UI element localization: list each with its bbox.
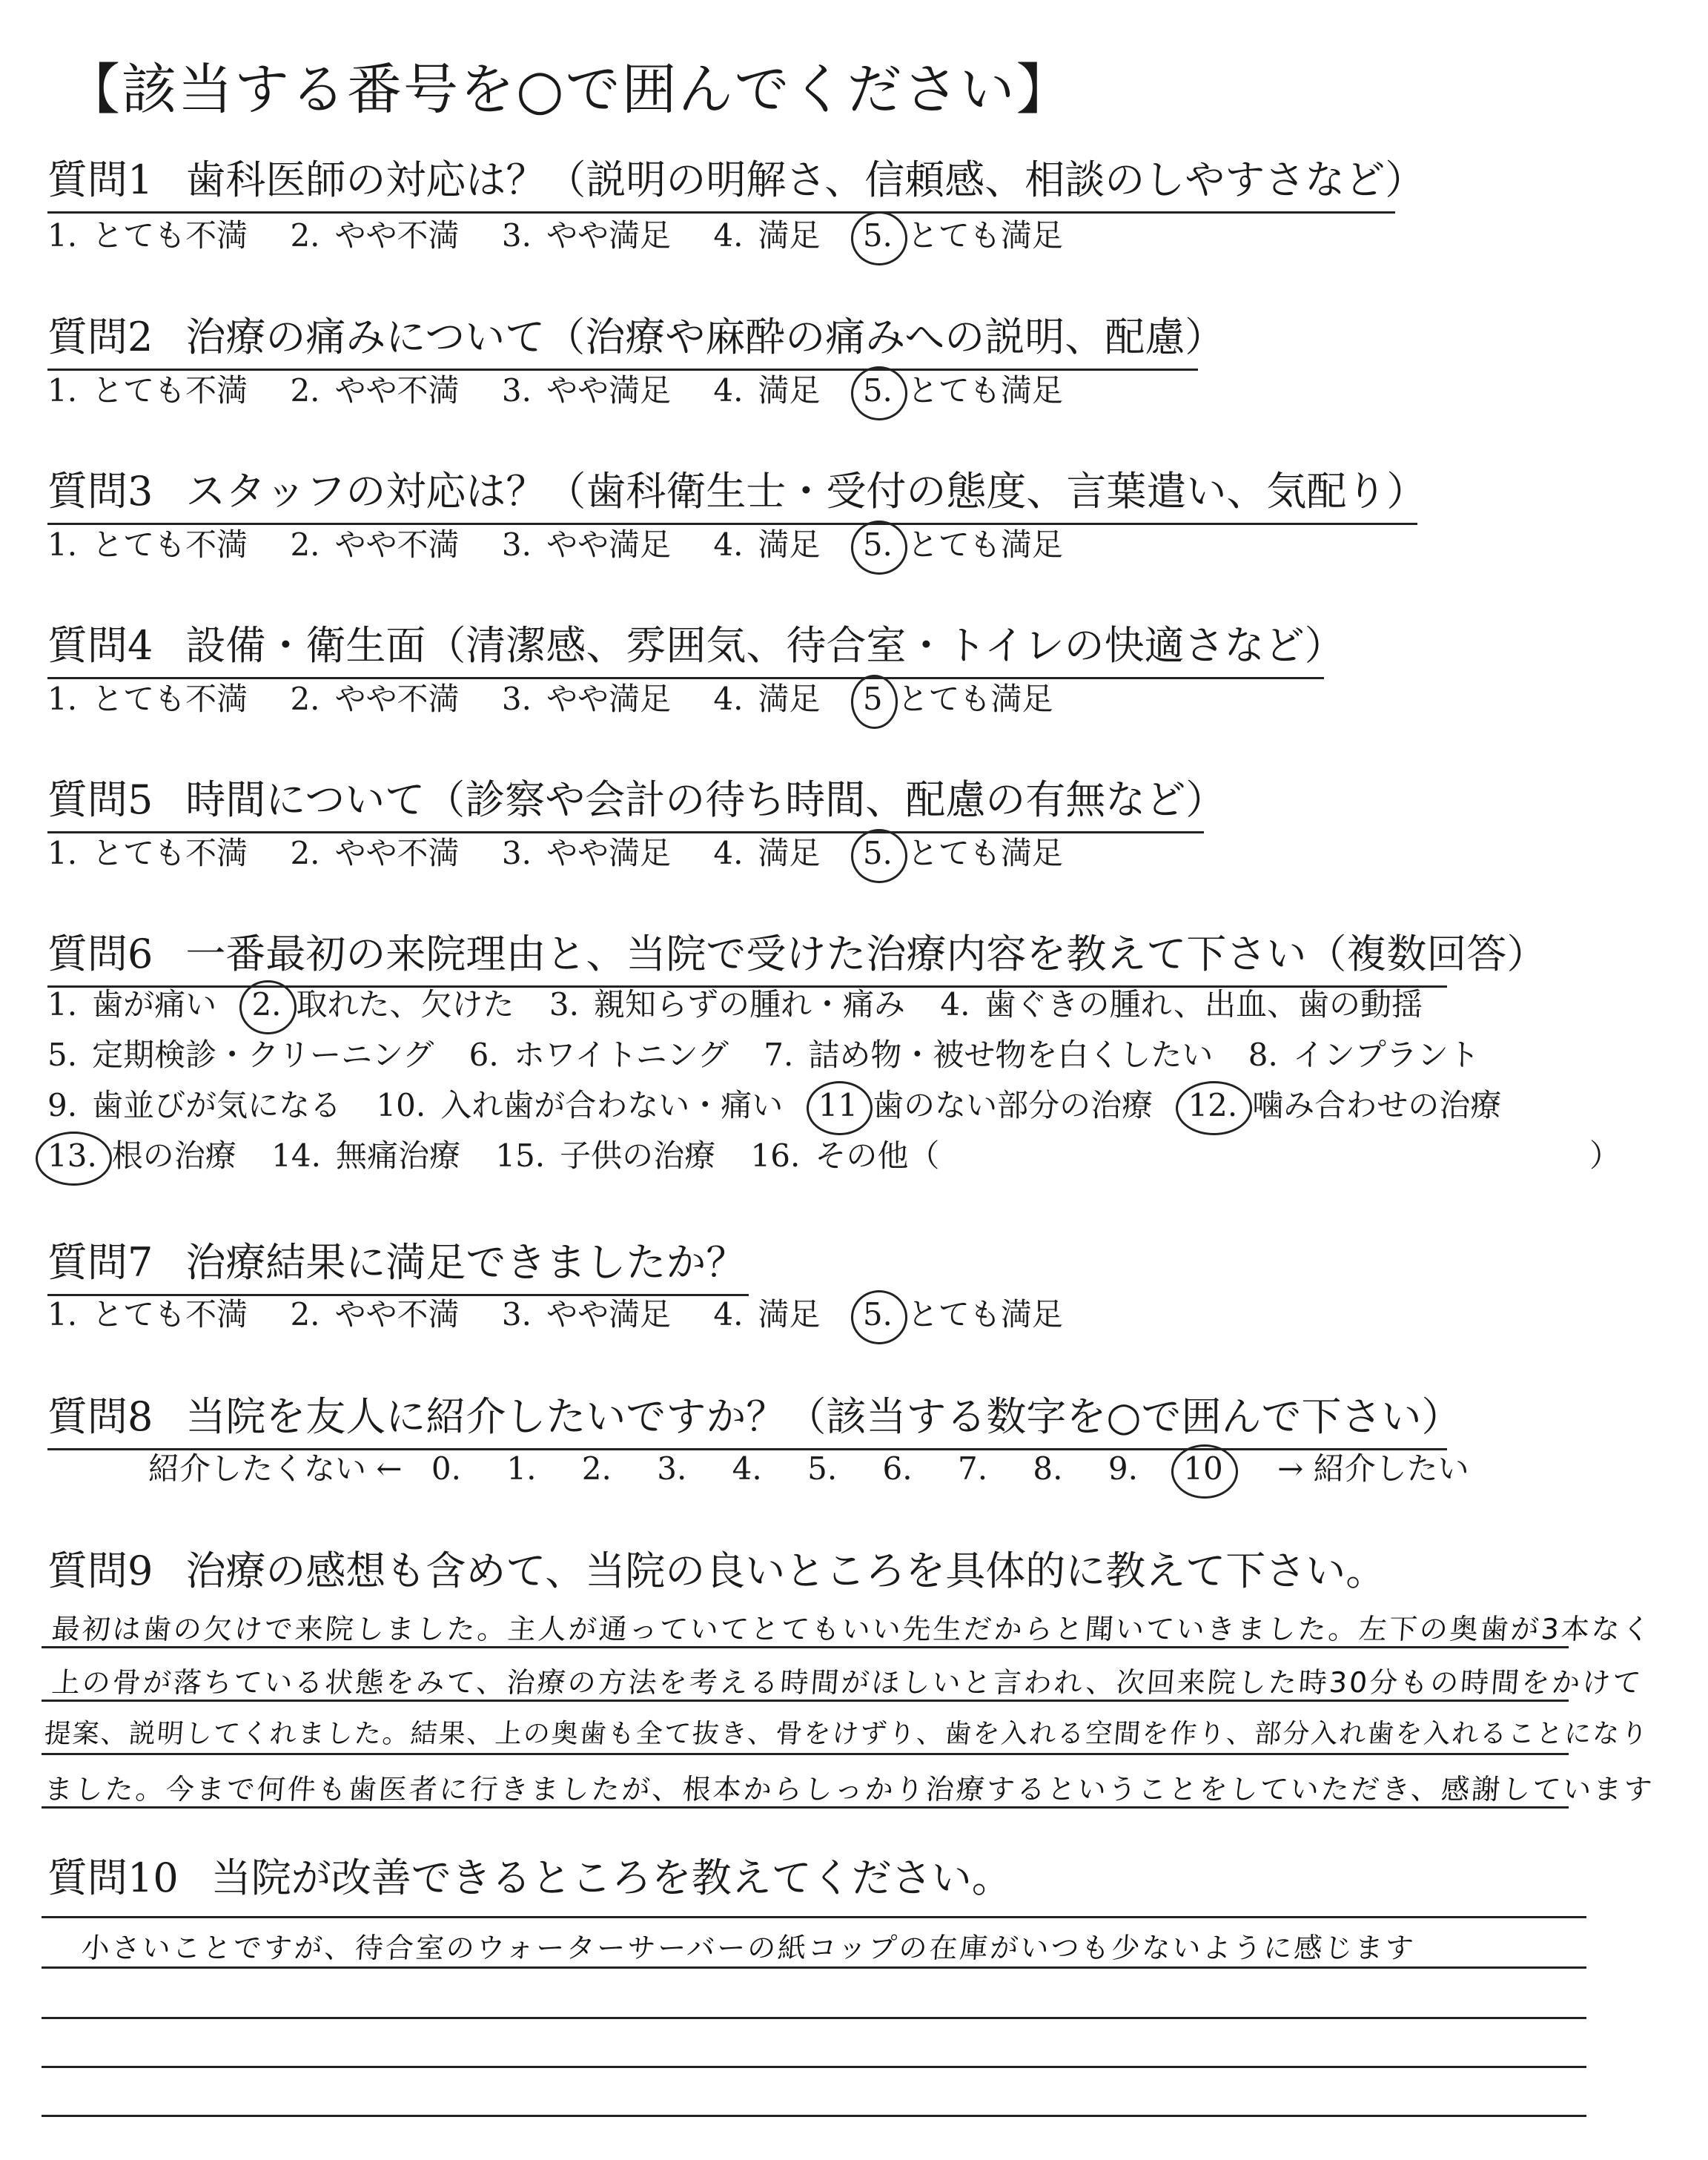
q6-option-11[interactable]: 11 歯のない部分の治療 <box>818 1087 1153 1123</box>
q10-answer-rule-5 <box>42 2115 1586 2117</box>
q5-option-2[interactable]: 2. やや不満 <box>290 835 460 871</box>
q8-score-7[interactable]: 7. <box>957 1450 988 1487</box>
question-10-number: 質問10 <box>47 1855 179 1901</box>
q5-option-4[interactable]: 4. 満足 <box>713 835 821 871</box>
q8-right-label: → 紹介したい <box>1277 1450 1469 1487</box>
question-8-heading <box>47 1385 1462 1450</box>
q1-option-2[interactable]: 2. やや不満 <box>290 217 460 254</box>
q6-option-7[interactable]: 7. 詰め物・被せ物を白くしたい <box>764 1037 1214 1073</box>
question-9-heading <box>47 1539 1386 1596</box>
q4-option-5[interactable]: 5 とても満足 <box>862 681 1053 717</box>
q6-option-8[interactable]: 8. インプラント <box>1248 1037 1480 1073</box>
q6-option-9[interactable]: 9. 歯並びが気になる <box>47 1087 342 1123</box>
q9-answer-line-3: 提案、説明してくれました。結果、上の奥歯も全て抜き、骨をけずり、歯を入れる空間を作り、部分入れ歯を入れることになり <box>43 1719 1650 1749</box>
q4-option-3[interactable]: 3. やや満足 <box>501 681 671 717</box>
q1-option-4[interactable]: 4. 満足 <box>713 217 821 254</box>
q10-answer-rule-2 <box>42 1966 1586 1969</box>
q5-option-1[interactable]: 1. とても不満 <box>47 835 248 871</box>
q10-answer-rule-4 <box>42 2066 1586 2068</box>
question-10-text: 当院が改善できるところを教えてください。 <box>211 1855 1012 1901</box>
q6-other-close-paren: ） <box>1589 1137 1621 1174</box>
q8-score-1[interactable]: 1. <box>506 1450 537 1487</box>
q3-option-1[interactable]: 1. とても不満 <box>47 526 248 563</box>
q10-answer-rule-3 <box>42 2017 1586 2019</box>
question-6-row-4 <box>47 1132 1621 1176</box>
question-2-number: 質問2 <box>47 314 153 360</box>
question-4-number: 質問4 <box>47 622 153 669</box>
q8-score-4[interactable]: 4. <box>732 1450 762 1487</box>
q9-answer-rule-3 <box>42 1753 1569 1755</box>
q6-option-13-circle: 13. <box>47 1137 97 1174</box>
q4-option-2[interactable]: 2. やや不満 <box>290 681 460 717</box>
q6-option-16[interactable]: 16. その他（ <box>750 1137 940 1174</box>
q7-option-2[interactable]: 2. やや不満 <box>290 1296 460 1332</box>
q8-left-label: 紹介したくない ← <box>148 1450 403 1487</box>
q3-option-3[interactable]: 3. やや満足 <box>501 526 671 563</box>
q3-selected-circle: 5. <box>862 526 893 563</box>
q6-option-2[interactable]: 2. 取れた、欠けた <box>251 986 514 1023</box>
question-7-number: 質問7 <box>47 1239 153 1286</box>
q6-option-12[interactable]: 12. 噛み合わせの治療 <box>1188 1087 1502 1123</box>
q4-option-1[interactable]: 1. とても不満 <box>47 681 248 717</box>
q7-option-5[interactable]: 5. とても満足 <box>862 1296 1063 1332</box>
q8-score-5[interactable]: 5. <box>807 1450 838 1487</box>
q3-option-2[interactable]: 2. やや不満 <box>290 526 460 563</box>
q6-option-6[interactable]: 6. ホワイトニング <box>469 1037 729 1073</box>
question-5-number: 質問5 <box>47 776 153 823</box>
question-3-heading <box>47 460 1427 525</box>
q6-option-4[interactable]: 4. 歯ぐきの腫れ、出血、歯の動揺 <box>940 986 1423 1023</box>
q9-answer-line-2: 上の骨が落ちている状態をみて、治療の方法を考える時間がほしいと言われ、次回来院した時30分もの時間をかけて <box>50 1666 1644 1699</box>
q6-option-3[interactable]: 3. 親知らずの腫れ・痛み <box>549 986 905 1023</box>
question-7-heading <box>47 1231 749 1296</box>
question-5-heading <box>47 768 1226 833</box>
q10-answer-line-1: 小さいことですが、待合室のウォーターサーバーの紙コップの在庫がいつも少ないように感じます <box>80 1932 1417 1964</box>
question-6-text: 一番最初の来院理由と、当院で受けた治療内容を教えて下さい（複数回答） <box>185 931 1547 977</box>
q6-option-15[interactable]: 15. 子供の治療 <box>495 1137 716 1174</box>
q4-selected-circle: 5 <box>862 681 883 717</box>
q6-option-5[interactable]: 5. 定期検診・クリーニング <box>47 1037 434 1073</box>
question-1-scale <box>47 211 1096 256</box>
question-2-heading <box>47 305 1225 371</box>
q8-score-9[interactable]: 9. <box>1108 1450 1138 1487</box>
question-1-number: 質問1 <box>47 156 153 203</box>
question-3-text: スタッフの対応は？（歯科衛生士・受付の態度、言葉遣い、気配り） <box>185 468 1427 515</box>
q9-answer-line-4: ました。今まで何件も歯医者に行きましたが、根本からしっかり治療するということをしていただき、感謝しています <box>43 1773 1655 1806</box>
question-6-row-3 <box>47 1081 1526 1126</box>
question-5-text: 時間について（診察や会計の待ち時間、配慮の有無など） <box>185 776 1226 823</box>
q5-option-3[interactable]: 3. やや満足 <box>501 835 671 871</box>
q3-option-4[interactable]: 4. 満足 <box>713 526 821 563</box>
question-6-heading <box>47 922 1547 988</box>
question-7-scale <box>47 1290 1096 1335</box>
q1-selected-circle: 5. <box>862 217 893 254</box>
q3-option-5[interactable]: 5. とても満足 <box>862 526 1063 563</box>
q6-option-13[interactable]: 13. 根の治療 <box>47 1137 236 1174</box>
q2-option-5[interactable]: 5. とても満足 <box>862 372 1063 409</box>
question-8-number: 質問8 <box>47 1393 153 1440</box>
q2-option-3[interactable]: 3. やや満足 <box>501 372 671 409</box>
question-6-row-2 <box>47 1031 1505 1075</box>
q7-option-4[interactable]: 4. 満足 <box>713 1296 821 1332</box>
q8-score-8[interactable]: 8. <box>1033 1450 1063 1487</box>
q6-option-11-circle: 11 <box>818 1087 858 1123</box>
question-4-scale <box>47 675 1086 719</box>
question-9-number: 質問9 <box>47 1548 153 1594</box>
q6-option-12-circle: 12. <box>1188 1087 1238 1123</box>
q8-score-3[interactable]: 3. <box>657 1450 687 1487</box>
question-8-scale <box>148 1444 1469 1489</box>
q1-option-1[interactable]: 1. とても不満 <box>47 217 248 254</box>
question-1-heading <box>47 148 1426 214</box>
q6-option-2-circle: 2. <box>251 986 282 1023</box>
q2-option-4[interactable]: 4. 満足 <box>713 372 821 409</box>
q10-answer-rule-1 <box>42 1916 1586 1918</box>
q8-score-0[interactable]: 0. <box>431 1450 461 1487</box>
q5-option-5[interactable]: 5. とても満足 <box>862 835 1063 871</box>
q6-option-10[interactable]: 10. 入れ歯が合わない・痛い <box>376 1087 784 1123</box>
question-8-text: 当院を友人に紹介したいですか？（該当する数字を○で囲んで下さい） <box>185 1393 1462 1440</box>
q1-option-3[interactable]: 3. やや満足 <box>501 217 671 254</box>
question-3-number: 質問3 <box>47 468 153 515</box>
question-7-text: 治療結果に満足できましたか？ <box>185 1239 747 1286</box>
q4-option-4[interactable]: 4. 満足 <box>713 681 821 717</box>
q8-score-6[interactable]: 6. <box>882 1450 913 1487</box>
question-5-scale <box>47 829 1096 873</box>
q2-selected-circle: 5. <box>862 372 893 409</box>
q1-option-5[interactable]: 5. とても満足 <box>862 217 1063 254</box>
question-10-heading <box>47 1846 1012 1903</box>
q6-option-14[interactable]: 14. 無痛治療 <box>271 1137 460 1174</box>
q8-score-2[interactable]: 2. <box>581 1450 612 1487</box>
question-4-heading <box>47 614 1345 679</box>
q7-selected-circle: 5. <box>862 1296 893 1332</box>
question-2-text: 治療の痛みについて（治療や麻酔の痛みへの説明、配慮） <box>185 314 1225 360</box>
q7-option-1[interactable]: 1. とても不満 <box>47 1296 248 1332</box>
question-6-number: 質問6 <box>47 931 153 977</box>
q2-option-1[interactable]: 1. とても不満 <box>47 372 248 409</box>
page-title: 【該当する番号を○で囲んでください】 <box>65 58 1073 122</box>
question-3-scale <box>47 521 1096 565</box>
question-1-text: 歯科医師の対応は？（説明の明解さ、信頼感、相談のしやすさなど） <box>185 156 1426 203</box>
q6-option-1[interactable]: 1. 歯が痛い <box>47 986 217 1023</box>
question-4-text: 設備・衛生面（清潔感、雰囲気、待合室・トイレの快適さなど） <box>185 622 1345 669</box>
q2-option-2[interactable]: 2. やや不満 <box>290 372 460 409</box>
q9-answer-line-1: 最初は歯の欠けで来院しました。主人が通っていてとてもいい先生だからと聞いていきました。左下の奥歯が3本なく <box>50 1613 1654 1645</box>
question-6-row-1 <box>47 980 1448 1025</box>
question-9-text: 治療の感想も含めて、当院の良いところを具体的に教えて下さい。 <box>185 1548 1386 1594</box>
q8-score-10[interactable]: 10 <box>1183 1450 1223 1487</box>
q5-selected-circle: 5. <box>862 835 893 871</box>
q7-option-3[interactable]: 3. やや満足 <box>501 1296 671 1332</box>
question-2-scale <box>47 366 1096 411</box>
